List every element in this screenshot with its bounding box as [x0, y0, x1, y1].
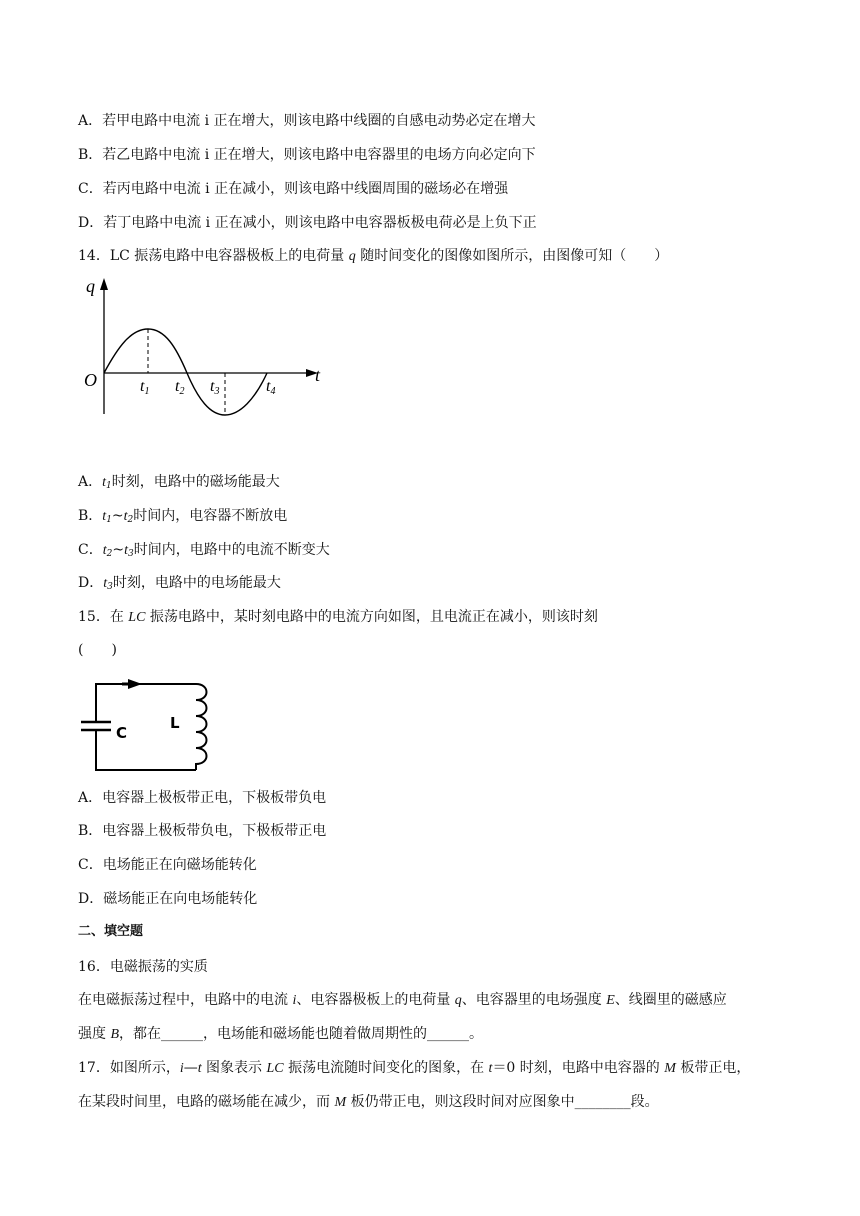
- q14-option-a: A．$t_1$时刻，电路中的磁场能最大: [78, 474, 280, 491]
- y-axis-arrow: [100, 278, 108, 290]
- q15-option-a: A．电容器上极板带正电，下极板带负电: [78, 790, 327, 806]
- q14-option-c: C．$t_2\sim t_3$时间内，电路中的电流不断变大: [78, 542, 330, 559]
- q-curve: [104, 329, 267, 415]
- q15-paren: ( ): [78, 642, 117, 658]
- circuit-wire-top: [96, 684, 196, 722]
- inductor-label: L: [170, 714, 180, 732]
- q17-line-2: 在某段时间里，电路的磁场能在减少，而 M 板仍带正电，则这段时间对应图象中________段。: [78, 1094, 659, 1110]
- q16-line-3: 强度 B，都在______，电场能和磁场能也随着做周期性的______。: [78, 1026, 484, 1042]
- inductor-coil: [196, 684, 207, 770]
- q13-option-c: C．若丙电路中电流 i 正在减小，则该电路中线圈周围的磁场必在增强: [78, 181, 509, 197]
- q13-option-b: B．若乙电路中电流 i 正在增大，则该电路中电容器里的电场方向必定向下: [78, 147, 536, 163]
- q13-option-d: D．若丁电路中电流 i 正在减小，则该电路中电容器板极电荷必是上负下正: [78, 215, 537, 231]
- q14-option-b: B．$t_1\sim t_2$时间内，电容器不断放电: [78, 508, 288, 525]
- q15-lc-circuit-diagram: [76, 676, 216, 776]
- q14-charge-time-graph: [78, 272, 338, 432]
- section-title-fill-in: 二、填空题: [78, 924, 144, 939]
- tick-label-t1: t1: [140, 378, 150, 397]
- q17-line-1: 17．如图所示，i—t 图象表示 LC 振荡电流随时间变化的图象，在 t＝0 时刻，电路中电容器的 M 板带正电，: [78, 1060, 751, 1076]
- origin-label: O: [84, 370, 97, 390]
- q14-option-d: D．$t_3$时刻，电路中的电场能最大: [78, 575, 281, 592]
- tick-label-t4: t4: [266, 378, 276, 397]
- q15-option-d: D．磁场能正在向电场能转化: [78, 891, 258, 907]
- q14-stem: 14．LC 振荡电路中电容器极板上的电荷量 q 随时间变化的图像如图所示，由图像可知（ ）: [78, 248, 669, 264]
- tick-label-t2: t2: [175, 378, 185, 397]
- q15-option-b: B．电容器上极板带负电，下极板带正电: [78, 823, 327, 839]
- capacitor-label: C: [116, 724, 128, 742]
- y-axis-label: q: [86, 276, 95, 296]
- q15-stem: 15．在 LC 振荡电路中，某时刻电路中的电流方向如图，且电流正在减小，则该时刻: [78, 609, 598, 625]
- circuit-wire-bottom: [96, 730, 196, 770]
- tick-label-t3: t3: [210, 378, 220, 397]
- x-axis-label: t: [315, 365, 321, 385]
- q13-option-a: A．若甲电路中电流 i 正在增大，则该电路中线圈的自感电动势必定在增大: [78, 113, 536, 129]
- q16-line-2: 在电磁振荡过程中，电路中的电流 i、电容器极板上的电荷量 q、电容器里的电场强度 E、线圈里的磁感应: [78, 992, 727, 1008]
- q15-option-c: C．电场能正在向磁场能转化: [78, 857, 257, 873]
- q16-title: 16．电磁振荡的实质: [78, 959, 208, 975]
